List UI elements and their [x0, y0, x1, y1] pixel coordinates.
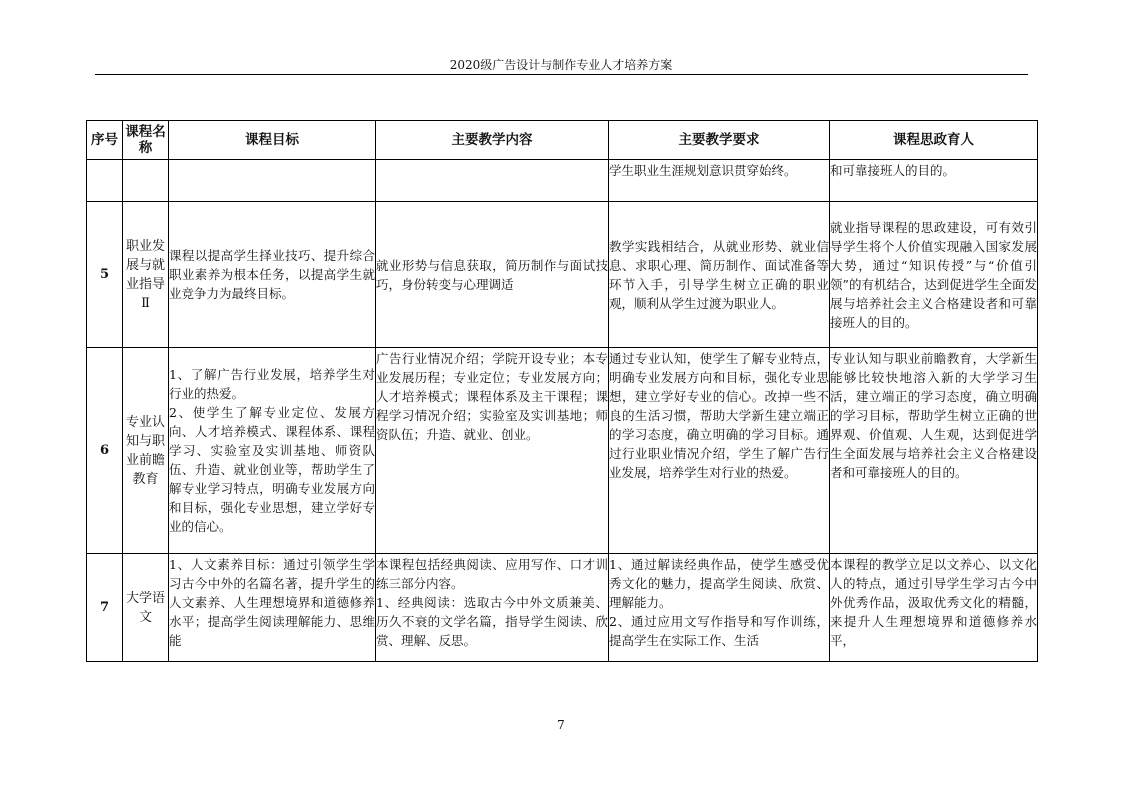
table-row [87, 202, 1038, 348]
row-ideology: 和可靠接班人的目的。 [830, 160, 1038, 202]
row-course-name: 职业发展与就业指导Ⅱ [123, 202, 169, 348]
col-header-seq: 序号 [87, 121, 123, 160]
course-table [86, 120, 1038, 662]
row-course-name: 专业认知与职业前瞻教育 [123, 348, 169, 554]
row-main-requirement: 1、通过解读经典作品，使学生感受优秀文化的魅力，提高学生阅读、欣赏、理解能力。 2、通过应用文写作指导和写作训练，提高学生在实际工作、生活 [609, 554, 830, 662]
row-main-content [376, 160, 609, 202]
row-main-content: 本课程包括经典阅读、应用写作、口才训练三部分内容。 1、经典阅读：选取古今中外文质兼美、历久不衰的文学名篇，指导学生阅读、欣赏、理解、反思。 [376, 554, 609, 662]
row-course-goal: 1、了解广告行业发展，培养学生对行业的热爱。 2、使学生了解专业定位、发展方向、人才培养模式、课程体系、课程学习、实验室及实训基地、师资队伍、升造、就业创业等，帮助学生了解专业学习特点，明确专业发展方向和目标，强化专业思想，建立学好专业的信心。 [169, 348, 376, 554]
header-rule [95, 74, 1028, 75]
row-main-content: 广告行业情况介绍；学院开设专业；本专业发展历程；专业定位；专业发展方向；人才培养模式；课程体系及主干课程；课程学习情况介绍；实验室及实训基地；师资队伍；升造、就业、创业。 [376, 348, 609, 554]
table-row [87, 554, 1038, 662]
row-ideology: 专业认知与职业前瞻教育，大学新生能够比较快地溶入新的大学学习生活，建立端正的学习态度，确立明确的学习目标，帮助学生树立正确的世界观、价值观、人生观，达到促进学生全面发展与培养社会主义合格建设者和可靠接班人的目的。 [830, 348, 1038, 554]
col-header-course-goal: 课程目标 [169, 121, 376, 160]
row-main-requirement: 通过专业认知，使学生了解专业特点，明确专业发展方向和目标，强化专业思想，建立学好专业的信心。改掉一些不良的生活习惯，帮助大学新生建立端正的学习态度，确立明确的学习目标。通过行业职业情况介绍，学生了解广告行业发展，培养学生对行业的热爱。 [609, 348, 830, 554]
row-number: 6 [87, 348, 123, 554]
row-number [87, 160, 123, 202]
row-course-name [123, 160, 169, 202]
row-course-goal: 1、人文素养目标：通过引领学生学习古今中外的名篇名著，提升学生的人文素养、人生理想境界和道德修养水平；提高学生阅读理解能力、思维能 [169, 554, 376, 662]
row-number: 7 [87, 554, 123, 662]
col-header-ideology: 课程思政育人 [830, 121, 1038, 160]
row-ideology: 本课程的教学立足以文养心、以文化人的特点，通过引导学生学习古今中外优秀作品，汲取优秀文化的精髓，来提升人生理想境界和道德修养水平， [830, 554, 1038, 662]
table-row [87, 160, 1038, 202]
row-course-name: 大学语文 [123, 554, 169, 662]
row-ideology: 就业指导课程的思政建设，可有效引导学生将个人价值实现融入国家发展大势，通过“知识传授”与“价值引领”的有机结合，达到促进学生全面发展与培养社会主义合格建设者和可靠接班人的目的。 [830, 202, 1038, 348]
row-main-requirement: 学生职业生涯规划意识贯穿始终。 [609, 160, 830, 202]
row-main-requirement: 教学实践相结合，从就业形势、就业信息、求职心理、简历制作、面试准备等环节入手，引导学生树立正确的职业观，顺利从学生过渡为职业人。 [609, 202, 830, 348]
table-header-row [87, 121, 1038, 160]
page-number: 7 [557, 718, 565, 732]
col-header-main-content: 主要教学内容 [376, 121, 609, 160]
col-header-main-requirement: 主要教学要求 [609, 121, 830, 160]
row-main-content: 就业形势与信息获取，简历制作与面试技巧，身份转变与心理调适 [376, 202, 609, 348]
row-course-goal [169, 160, 376, 202]
row-course-goal: 课程以提高学生择业技巧、提升综合职业素养为根本任务，以提高学生就业竞争力为最终目标。 [169, 202, 376, 348]
running-header: 2020级广告设计与制作专业人才培养方案 [449, 58, 673, 72]
col-header-course-name: 课程名称 [123, 121, 169, 160]
row-number: 5 [87, 202, 123, 348]
table-row [87, 348, 1038, 554]
